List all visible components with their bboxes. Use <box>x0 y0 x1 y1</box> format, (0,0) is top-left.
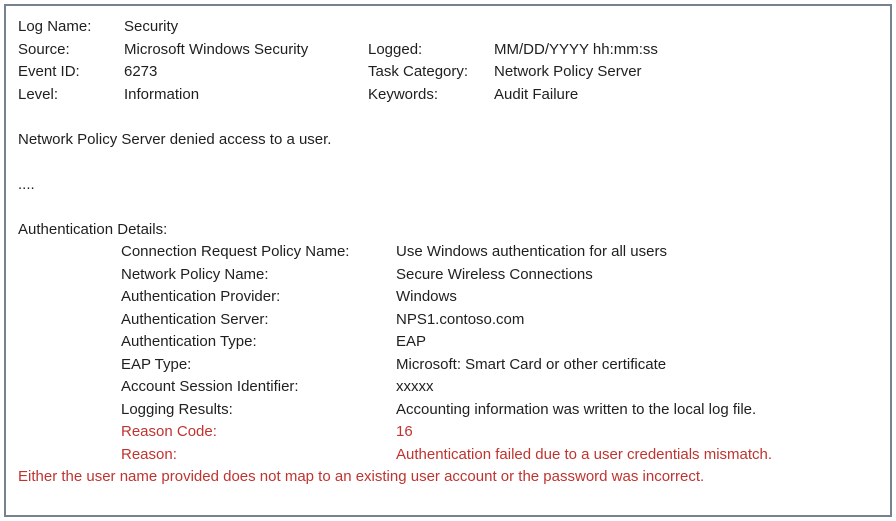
field-value-log-name: Security <box>124 18 179 35</box>
event-log-content <box>18 16 880 489</box>
detail-row-authentication-provider <box>18 286 880 309</box>
field-label-log-name: Log Name: <box>18 18 92 35</box>
detail-row-authentication-type <box>18 331 880 354</box>
field-label-task-category: Task Category: <box>368 63 469 80</box>
detail-row-reason <box>18 444 880 467</box>
detail-row-authentication-server <box>18 309 880 332</box>
detail-value: Windows <box>396 288 457 305</box>
detail-value: Microsoft: Smart Card or other certificate <box>396 355 667 373</box>
detail-row-network-policy-name <box>18 264 880 287</box>
detail-label: Reason Code: <box>121 423 217 440</box>
field-value-logged: MM/DD/YYYY hh:mm:ss <box>494 40 658 58</box>
field-label-source: Source: <box>18 40 70 58</box>
blank-line <box>18 151 880 174</box>
detail-value: Use Windows authentication for all users <box>396 243 667 260</box>
authentication-details-heading: Authentication Details: <box>18 220 168 238</box>
detail-value: Authentication failed due to a user credentials mismatch. <box>396 445 773 463</box>
event-description: Network Policy Server denied access to a user. <box>18 130 332 148</box>
detail-row-logging-results <box>18 399 880 422</box>
detail-label: Authentication Type: <box>121 333 257 350</box>
field-value-event-id: 6273 <box>124 63 158 80</box>
detail-label: Authentication Server: <box>121 310 269 328</box>
detail-label: Reason: <box>121 445 177 463</box>
truncation-ellipsis: .... <box>18 175 35 193</box>
blank-line <box>18 196 880 219</box>
field-label-event-id: Event ID: <box>18 63 80 80</box>
event-header-row <box>18 61 880 84</box>
detail-label: Connection Request Policy Name: <box>121 243 350 260</box>
event-header-row <box>18 84 880 107</box>
detail-label: Network Policy Name: <box>121 265 269 283</box>
detail-label: Logging Results: <box>121 400 233 418</box>
detail-row-reason-code <box>18 421 880 444</box>
event-header-row <box>18 16 880 39</box>
blank-line <box>18 106 880 129</box>
detail-value: 16 <box>396 423 413 440</box>
field-label-keywords: Keywords: <box>368 85 439 103</box>
field-label-logged: Logged: <box>368 40 423 58</box>
detail-value: Accounting information was written to the local log file. <box>396 400 757 418</box>
field-value-task-category: Network Policy Server <box>494 63 642 80</box>
panel-border <box>4 4 892 517</box>
detail-value: Secure Wireless Connections <box>396 265 593 283</box>
detail-row-account-session-identifier <box>18 376 880 399</box>
field-value-keywords: Audit Failure <box>494 85 579 103</box>
reason-wrap-line: Either the user name provided does not map to an existing user account or the password was incorrect. <box>18 468 705 485</box>
detail-label: Authentication Provider: <box>121 288 281 305</box>
detail-value: xxxxx <box>396 378 434 395</box>
event-header-row <box>18 39 880 62</box>
detail-row-connection-request-policy <box>18 241 880 264</box>
detail-value: EAP <box>396 333 427 350</box>
field-value-level: Information <box>124 85 200 103</box>
detail-row-eap-type <box>18 354 880 377</box>
detail-label: Account Session Identifier: <box>121 378 299 395</box>
field-value-source: Microsoft Windows Security <box>124 40 309 58</box>
field-label-level: Level: <box>18 85 59 103</box>
detail-label: EAP Type: <box>121 355 192 373</box>
detail-value: NPS1.contoso.com <box>396 310 525 328</box>
